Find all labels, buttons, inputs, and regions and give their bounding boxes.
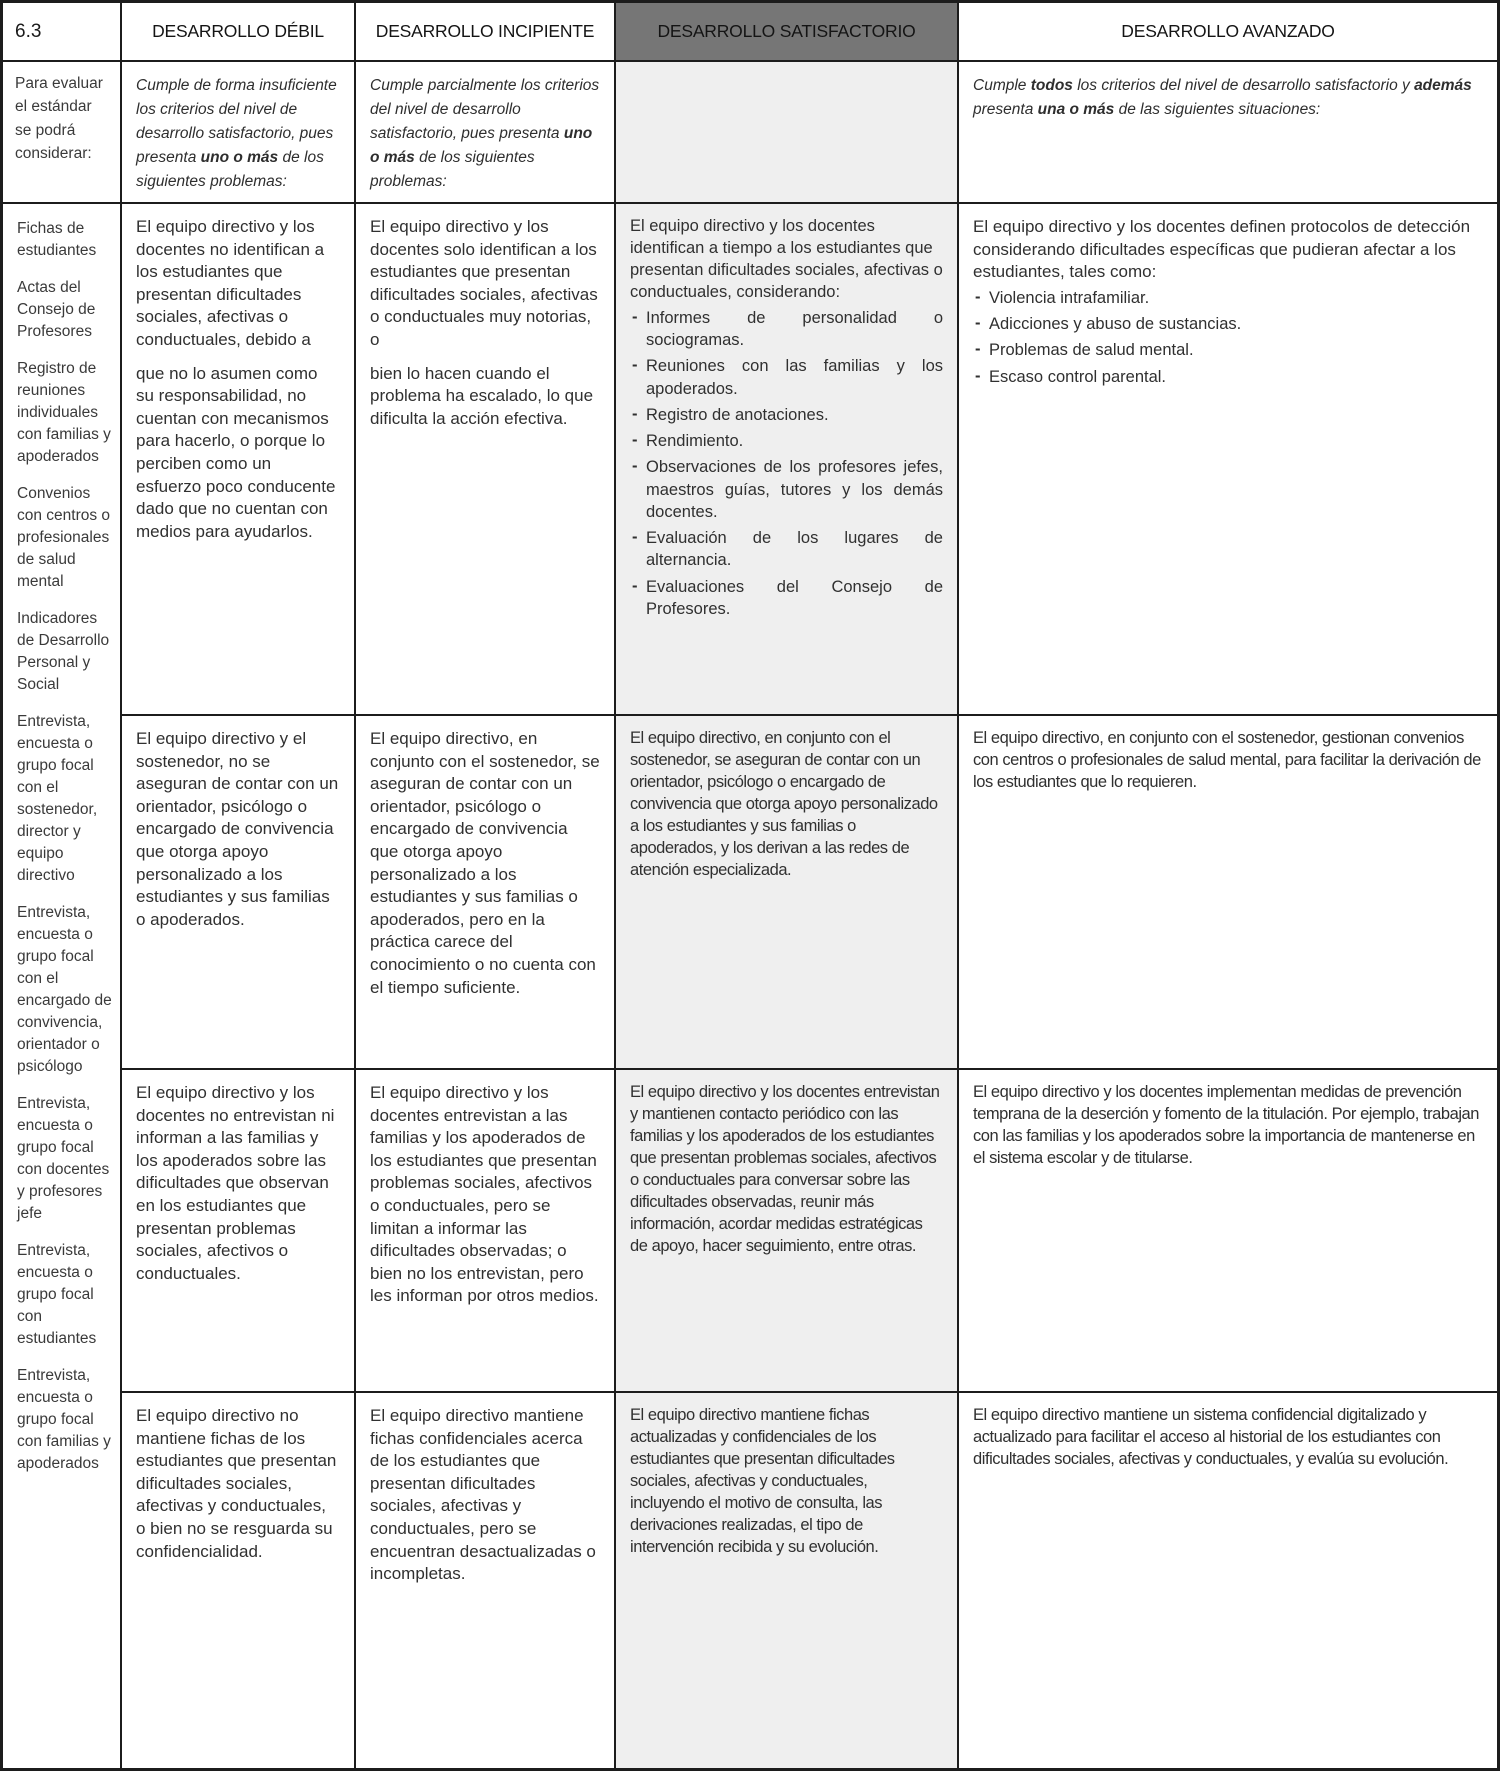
body-paragraph: que no lo asumen como su responsabilidad, no cuentan con mecanismos para hacerlo, o porque lo perciben como un esfuerzo poco conducente dado que no cuentan con medios para ayudarlos. <box>136 363 336 541</box>
instrument-item: Indicadores de Desarrollo Personal y Social <box>17 610 110 693</box>
body-paragraph: El equipo directivo y los docentes entrevistan y mantienen contacto periódico con las familias y los apoderados de los estudiantes que presentan problemas sociales, afectivos o conductuales para conversar sobre las dificultades observadas, reunir más información, acordar medidas estratégicas de apoyo, hacer seguimiento, entre otras. <box>630 1083 940 1255</box>
body-paragraph: El equipo directivo y los docentes identifican a tiempo a los estudiantes que presentan dificultades sociales, afectivas o conductuales, considerando: <box>630 217 943 301</box>
descriptor-segment: los criterios del nivel de desarrollo satisfactorio y <box>1072 77 1415 94</box>
descriptor-segment: Cumple <box>973 77 1031 94</box>
cell-incipiente-row2 <box>356 716 614 1068</box>
bullet-item: - Registro de anotaciones. <box>630 404 943 426</box>
evaluation-instruments-list <box>3 204 120 1768</box>
body-paragraph: bien lo hacen cuando el problema ha escalado, lo que dificulta la acción efectiva. <box>370 363 594 428</box>
descriptor-segment: Cumple de forma insuficiente los criterios del nivel de desarrollo satisfactorio, pues presenta <box>136 77 342 167</box>
cell-avanzado-row1 <box>959 204 1497 714</box>
instrument-item: Actas del Consejo de Profesores <box>17 279 96 340</box>
cell-avanzado-row4 <box>959 1393 1497 1768</box>
descriptor-segment: presenta <box>973 77 1477 119</box>
column-header-desarrollo-incipiente: DESARROLLO INCIPIENTE <box>356 3 614 60</box>
cell-incipiente-row4 <box>356 1393 614 1768</box>
evaluation-note: Para evaluar el estándar se podrá considerar: <box>3 62 120 202</box>
bullet-item: - Problemas de salud mental. <box>973 339 1483 361</box>
cell-debil-row4 <box>122 1393 354 1768</box>
descriptor-debil <box>122 62 354 202</box>
body-paragraph: El equipo directivo y los docentes no entrevistan ni informan a las familias y los apoderados sobre las dificultades que observan en los estudiantes que presentan problemas sociales, afectivos o conductuales. <box>136 1083 335 1283</box>
satisfactorio-bullet-list <box>630 307 943 620</box>
cell-avanzado-row3 <box>959 1070 1497 1391</box>
avanzado-bullet-list <box>973 287 1483 388</box>
body-paragraph: El equipo directivo y los docentes implementan medidas de prevención temprana de la deserción y fomento de la titulación. Por ejemplo, trabajan con las familias y los apoderados sobre la importancia de mantenerse en el sistema escolar y de titularse. <box>973 1083 1480 1167</box>
descriptor-segment: todos <box>1030 77 1073 94</box>
column-header-desarrollo-debil: DESARROLLO DÉBIL <box>122 3 354 60</box>
body-paragraph: El equipo directivo, en conjunto con el sostenedor, se aseguran de contar con un orientador, psicólogo o encargado de convivencia que otorga apoyo personalizado a los estudiantes y sus familias o apoderados, pero en la práctica carece del conocimiento o no cuenta con el tiempo suficiente. <box>370 729 600 997</box>
descriptor-segment: Cumple parcialmente los criterios del nivel de desarrollo satisfactorio, pues presenta <box>370 77 604 143</box>
descriptor-segment: uno o más <box>370 125 597 167</box>
bullet-item: - Evaluaciones del Consejo de Profesores. <box>630 576 943 621</box>
descriptor-segment: de los siguientes problemas: <box>136 149 329 191</box>
column-header-desarrollo-satisfactorio: DESARROLLO SATISFACTORIO <box>616 3 957 60</box>
body-paragraph: El equipo directivo y los docentes definen protocolos de detección considerando dificultades específicas que pudieran afectar a los estudiantes, tales como: <box>973 217 1471 282</box>
instrument-item: Convenios con centros o profesionales de salud mental <box>17 485 111 590</box>
instrument-item: Entrevista, encuesta o grupo focal con familias y apoderados <box>17 1367 111 1472</box>
cell-satisfactorio-row4 <box>616 1393 957 1768</box>
column-header-desarrollo-avanzado: DESARROLLO AVANZADO <box>959 3 1497 60</box>
cell-debil-row3 <box>122 1070 354 1391</box>
instrument-item: Entrevista, encuesta o grupo focal con docentes y profesores jefe <box>17 1095 110 1222</box>
body-paragraph: El equipo directivo y los docentes entrevistan a las familias y los apoderados de los estudiantes que presentan problemas sociales, afectivos o conductuales, pero se limitan a informar las dificultades observadas; o bien no los entrevistan, pero les informan por otros medios. <box>370 1083 599 1306</box>
descriptor-incipiente <box>356 62 614 202</box>
bullet-item: - Evaluación de los lugares de alternancia. <box>630 527 943 572</box>
bullet-item: - Rendimiento. <box>630 430 943 452</box>
bullet-item: - Reuniones con las familias y los apoderados. <box>630 355 943 400</box>
descriptor-avanzado <box>959 62 1497 202</box>
body-paragraph: El equipo directivo y los docentes solo identifican a los estudiantes que presentan dificultades sociales, afectivas o conductuales muy notorias, o <box>370 217 598 350</box>
descriptor-segment: además <box>1414 77 1472 94</box>
cell-incipiente-row3 <box>356 1070 614 1391</box>
body-paragraph: El equipo directivo, en conjunto con el sostenedor, gestionan convenios con centros o profesionales de salud mental, para facilitar la derivación de los estudiantes que lo requieren. <box>973 729 1481 791</box>
standard-code: 6.3 <box>3 3 120 60</box>
bullet-item: - Observaciones de los profesores jefes, maestros guías, tutores y los demás docentes. <box>630 456 943 523</box>
instrument-item: Registro de reuniones individuales con familias y apoderados <box>17 360 111 465</box>
body-paragraph: El equipo directivo no mantiene fichas de los estudiantes que presentan dificultades sociales, afectivas y conductuales, o bien no se resguarda su confidencialidad. <box>136 1406 337 1561</box>
body-paragraph: El equipo directivo, en conjunto con el sostenedor, se aseguran de contar con un orientador, psicólogo o encargado de convivencia que otorga apoyo personalizado a los estudiantes y sus familias o apoderados, y los derivan a las redes de atención especializada. <box>630 729 938 879</box>
bullet-item: - Adicciones y abuso de sustancias. <box>973 313 1483 335</box>
cell-debil-row2 <box>122 716 354 1068</box>
cell-incipiente-row1 <box>356 204 614 714</box>
instrument-item: Fichas de estudiantes <box>17 220 97 259</box>
descriptor-segment: una o más <box>1037 101 1115 119</box>
bullet-item: - Violencia intrafamiliar. <box>973 287 1483 309</box>
instrument-item: Entrevista, encuesta o grupo focal con el sostenedor, director y equipo directivo <box>17 713 98 884</box>
bullet-item: - Informes de personalidad o sociogramas. <box>630 307 943 352</box>
body-paragraph: El equipo directivo mantiene fichas confidenciales acerca de los estudiantes que presentan dificultades sociales, afectivas y conductuales, pero se encuentran desactualizadas o incompletas. <box>370 1406 596 1584</box>
cell-avanzado-row2 <box>959 716 1497 1068</box>
cell-debil-row1 <box>122 204 354 714</box>
body-paragraph: El equipo directivo mantiene fichas actualizadas y confidenciales de los estudiantes que presentan dificultades sociales, afectivas y conductuales, incluyendo el motivo de consulta, las derivaciones realizadas, el tipo de intervención recibida y su evolución. <box>630 1406 895 1556</box>
descriptor-satisfactorio-empty <box>616 62 957 202</box>
instrument-item: Entrevista, encuesta o grupo focal con el encargado de convivencia, orientador o psicólogo <box>17 904 112 1075</box>
descriptor-segment: de los siguientes problemas: <box>370 149 539 191</box>
body-paragraph: El equipo directivo mantiene un sistema confidencial digitalizado y actualizado para facilitar el acceso al historial de los estudiantes con dificultades sociales, afectivas y conductuales, y evalúa su evolución. <box>973 1406 1449 1468</box>
body-paragraph: El equipo directivo y el sostenedor, no se aseguran de contar con un orientador, psicólogo o encargado de convivencia que otorga apoyo personalizado a los estudiantes y sus familias o apoderados. <box>136 729 339 929</box>
cell-satisfactorio-row2 <box>616 716 957 1068</box>
body-paragraph: El equipo directivo y los docentes no identifican a los estudiantes que presentan dificultades sociales, afectivas o conductuales, debido a <box>136 217 325 350</box>
cell-satisfactorio-row3 <box>616 1070 957 1391</box>
instrument-item: Entrevista, encuesta o grupo focal con estudiantes <box>17 1242 97 1347</box>
descriptor-segment: uno o más <box>200 149 279 167</box>
descriptor-segment: de las siguientes situaciones: <box>1114 101 1321 119</box>
bullet-item: - Escaso control parental. <box>973 366 1483 388</box>
cell-satisfactorio-row1 <box>616 204 957 714</box>
